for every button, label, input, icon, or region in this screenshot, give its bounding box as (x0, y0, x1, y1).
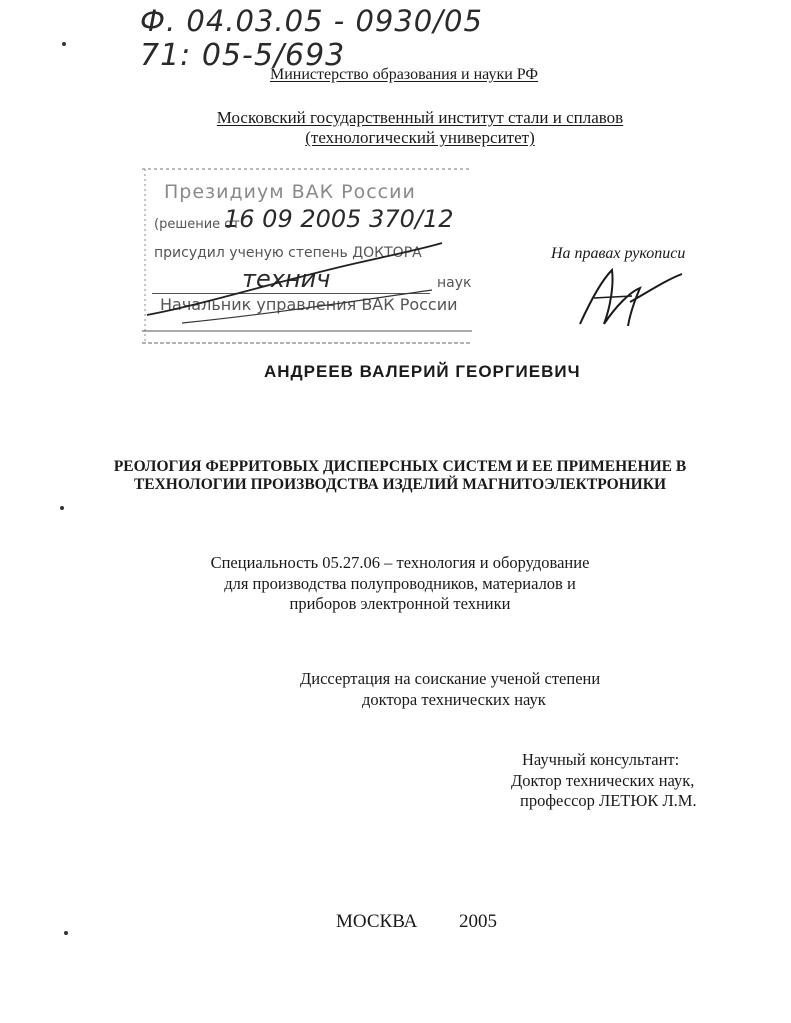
scan-mark (64, 931, 68, 935)
scan-mark (60, 506, 64, 510)
stamp-decision-date: 16 09 2005 370/12 (224, 205, 454, 233)
city: МОСКВА (336, 911, 418, 932)
consultant-name: профессор ЛЕТЮК Л.М. (520, 791, 697, 810)
manuscript-rights: На правах рукописи (551, 245, 686, 262)
stamp-signature (142, 165, 477, 350)
dissertation-degree-line-2: доктора технических наук (362, 690, 546, 709)
stamp-decision-prefix: (решение от (154, 217, 240, 232)
dissertation-degree-line-1: Диссертация на соискание ученой степени (300, 669, 601, 688)
dissertation-title-line-2: ТЕХНОЛОГИИ ПРОИЗВОДСТВА ИЗДЕЛИЙ МАГНИТОЭЛЕКТРОНИКИ (133, 476, 667, 493)
ministry-name: Министерство образования и науки РФ (270, 66, 539, 83)
dissertation-title-line-1: РЕОЛОГИЯ ФЕРРИТОВЫХ ДИСПЕРСНЫХ СИСТЕМ И ЕЕ ПРИМЕНЕНИЕ В (113, 458, 687, 475)
stamp-presidium: Президиум ВАК России (164, 181, 416, 203)
stamp-head-of-department: Начальник управления ВАК России (160, 295, 458, 314)
handwritten-registration-number: Ф. 04.03.05 - 0930/05 (140, 4, 483, 38)
institute-name: Московский государственный институт стали и сплавов (216, 108, 624, 127)
stamp-field-handwritten: технич (242, 265, 331, 293)
author-signature (570, 262, 690, 337)
consultant-degree: Доктор технических наук, (511, 771, 695, 790)
vak-stamp (142, 165, 477, 350)
consultant-label: Научный консультант: (522, 750, 680, 769)
specialty-line-3: приборов электронной техники (289, 594, 511, 613)
stamp-science-suffix: наук (437, 275, 472, 291)
author-name: АНДРЕЕВ ВАЛЕРИЙ ГЕОРГИЕВИЧ (264, 362, 581, 381)
specialty-line-2: для производства полупроводников, материалов и (224, 574, 576, 593)
handwritten-udc-number: 71: 05-5/693 (140, 38, 346, 73)
specialty-line-1: Специальность 05.27.06 – технология и оборудование (210, 553, 590, 572)
institute-subtitle: (технологический университет) (305, 128, 535, 147)
stamp-degree-awarded: присудил ученую степень ДОКТОРА (154, 245, 422, 261)
year: 2005 (459, 911, 497, 932)
scan-mark (62, 42, 66, 46)
